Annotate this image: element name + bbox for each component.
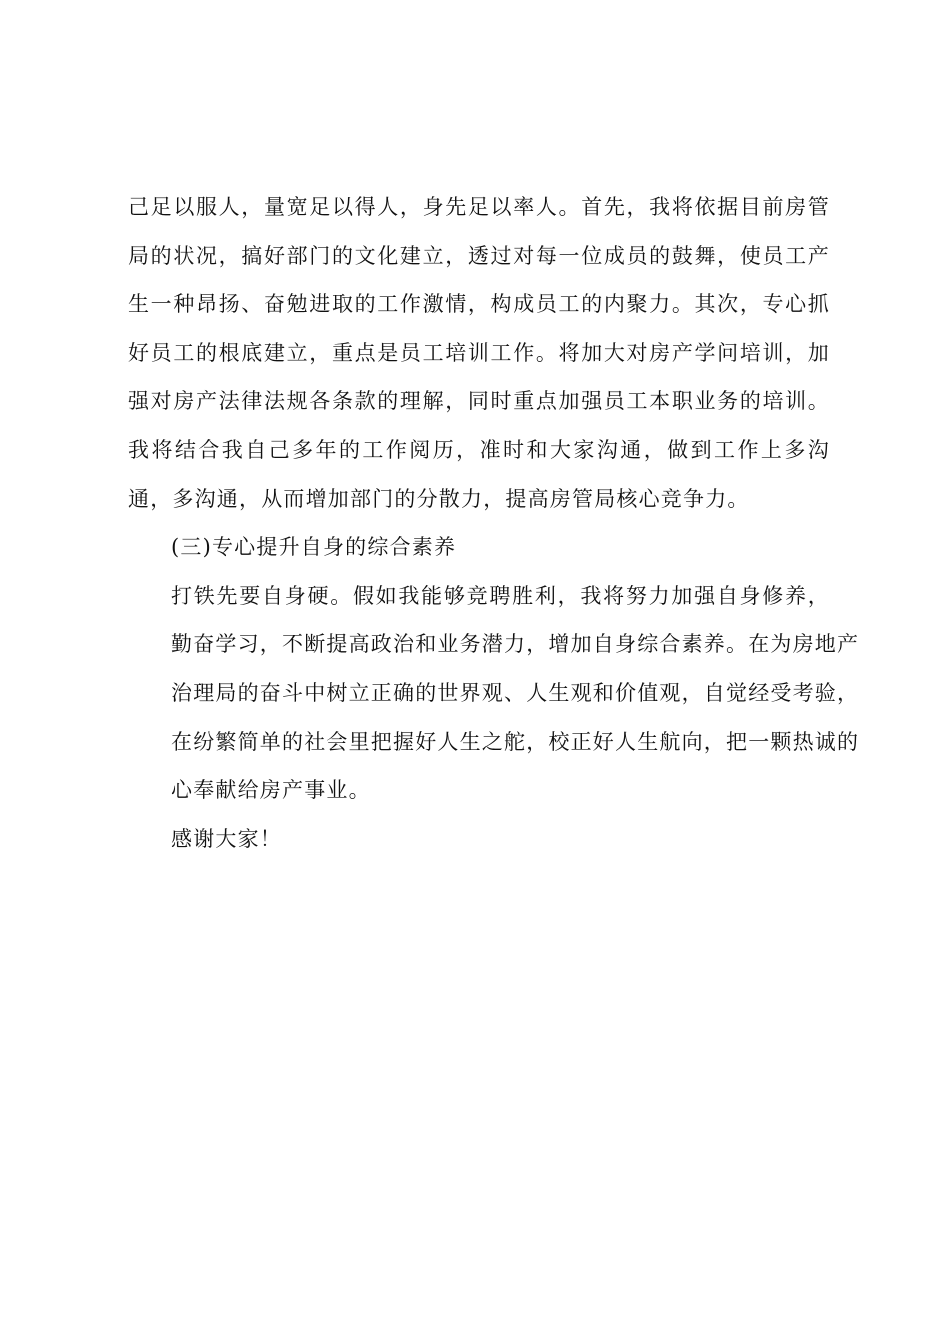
text-line: 治理局的奋斗中树立正确的世界观、人生观和价值观，自觉经受考验， [171,680,860,705]
section-heading [128,523,830,572]
closing-thanks [128,815,830,864]
text-line: 强对房产法律法规各条款的理解，同时重点加强员工本职业务的培训。 [128,389,830,414]
text-line: 局的状况，搞好部门的文化建立，透过对每一位成员的鼓舞，使员工产 [128,243,830,268]
document-body [128,183,860,863]
text-line: 好员工的根底建立，重点是员工培训工作。将加大对房产学问培训，加 [128,340,830,365]
section-heading-text: (三)专心提升自身的综合素养 [171,535,457,560]
text-line: 我将结合我自己多年的工作阅历，准时和大家沟通，做到工作上多沟 [128,437,830,462]
text-line: 生一种昂扬、奋勉进取的工作激情，构成员工的内聚力。其次，专心抓 [128,292,830,317]
text-line: 心奉献给房产事业。 [171,778,371,803]
closing-thanks-text: 感谢大家！ [171,826,282,851]
paragraph-department-building [128,183,830,523]
text-line: 己足以服人，量宽足以得人，身先足以率人。首先，我将依据目前房管 [128,195,830,219]
text-line: 通，多沟通，从而增加部门的分散力，提高房管局核心竞争力。 [128,486,750,511]
paragraph-self-improvement [128,572,860,815]
text-line: 打铁先要自身硬。假如我能够竞聘胜利，我将努力加强自身修养， [171,583,830,608]
text-line: 勤奋学习，不断提高政治和业务潜力，增加自身综合素养。在为房地产 [171,632,860,657]
text-line: 在纷繁简单的社会里把握好人生之舵，校正好人生航向，把一颗热诚的 [171,729,860,754]
